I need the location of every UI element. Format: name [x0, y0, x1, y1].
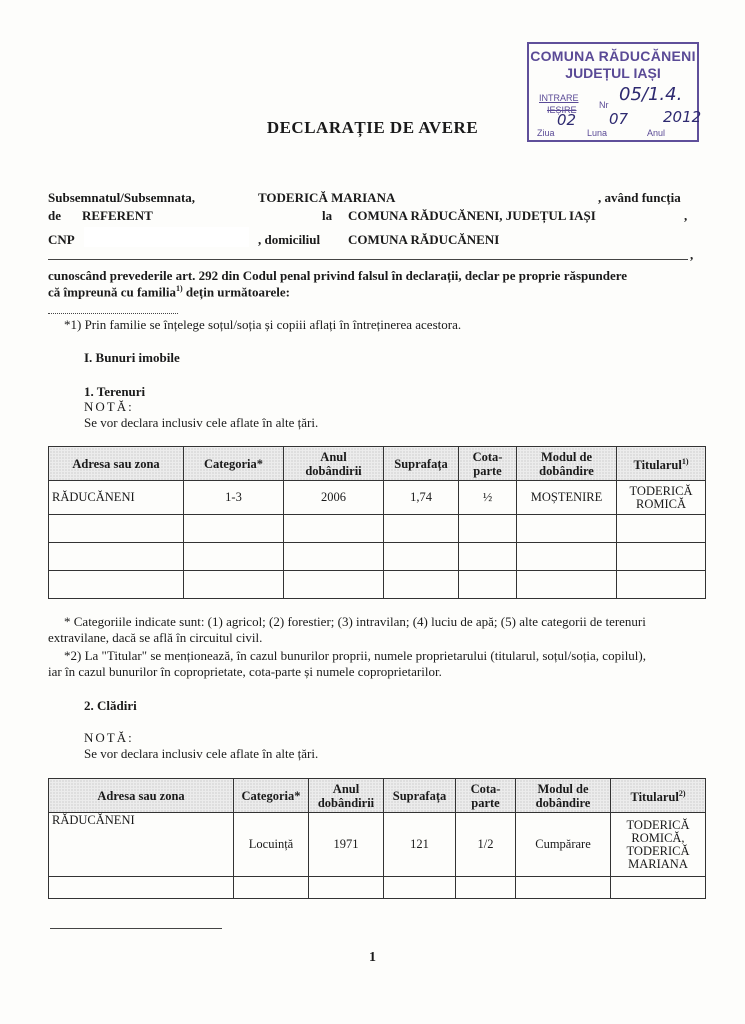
table-header-row — [49, 779, 706, 813]
stamp-iesire-label: IEȘIRE — [547, 105, 577, 115]
col-titularul-sup: 2) — [678, 788, 686, 798]
col-anul — [309, 779, 384, 813]
cell-anul: 1971 — [309, 813, 384, 877]
col-modul — [516, 779, 611, 813]
table-row — [49, 481, 706, 515]
declarant-function: REFERENT — [82, 208, 153, 223]
cell-cota: ½ — [459, 481, 517, 515]
cell-titular-l2: ROMICĂ — [635, 496, 686, 511]
comma-2: , — [690, 247, 694, 262]
nota-label-2: NOTĂ: — [84, 730, 134, 745]
avand-functia-label: , având funcția — [598, 190, 681, 205]
cell-anul: 2006 — [284, 481, 384, 515]
titular-note-1: *2) La "Titular" se menționează, în cazul bunurilor proprii, numele proprietarului (titularul, soțul/soția, copilul), — [64, 648, 646, 663]
stamp-month-value: 07 — [609, 110, 629, 128]
col-suprafata: Suprafața — [384, 447, 459, 481]
cnp-redaction — [84, 227, 249, 247]
col-cota — [459, 447, 517, 481]
declarant-address: COMUNA RĂDUCĂNENI — [348, 232, 500, 247]
table-row-empty — [49, 877, 706, 899]
intro-footnote-ref: 1) — [175, 284, 183, 293]
comma-1: , — [684, 208, 688, 223]
cell-titular — [617, 481, 706, 515]
stamp-nr-value: 05/1.4. — [619, 84, 683, 105]
col-suprafata: Suprafața — [384, 779, 456, 813]
family-footnote: *1) Prin familie se înțelege soțul/soția și copiii aflați în întreținerea acestora. — [64, 317, 462, 332]
col-modul — [517, 447, 617, 481]
cell-cota: 1/2 — [456, 813, 516, 877]
col-modul-l1: Modul de — [540, 449, 593, 464]
col-cota-l2: parte — [473, 463, 502, 478]
stamp-day-value: 02 — [557, 111, 577, 129]
section-terenuri: 1. Terenuri — [84, 384, 146, 399]
cladiri-table — [48, 778, 706, 899]
col-cota-l1: Cota- — [472, 449, 503, 464]
col-cota — [456, 779, 516, 813]
table-row — [49, 813, 706, 877]
cell-adresa: RĂDUCĂNENI — [49, 813, 234, 877]
cell-titular — [611, 813, 706, 877]
domiciliul-label: , domiciliul — [258, 232, 321, 247]
col-anul — [284, 447, 384, 481]
cell-categoria: 1-3 — [184, 481, 284, 515]
col-titularul-sup: 1) — [681, 456, 689, 466]
intro-line-2-a: că împreună cu familia — [48, 284, 176, 300]
cell-adresa: RĂDUCĂNENI — [49, 481, 184, 515]
cell-suprafata: 121 — [384, 813, 456, 877]
cell-titular-l1: TODERICĂ — [626, 817, 690, 832]
intro-line-2-b: dețin următoarele: — [182, 284, 290, 300]
cnp-label: CNP — [48, 232, 75, 247]
col-adresa: Adresa sau zona — [49, 779, 234, 813]
col-modul-l1: Modul de — [537, 781, 589, 796]
footnote-rule — [50, 928, 222, 929]
categories-note-1: * Categoriile indicate sunt: (1) agricol; (2) forestier; (3) intravilan; (4) luciu de apă; (5) alte categorii de terenuri — [64, 614, 646, 629]
intro-line-2 — [48, 284, 290, 300]
table-row-empty — [49, 571, 706, 599]
stamp-intrare-label: INTRARE — [539, 93, 579, 103]
table-row-empty — [49, 543, 706, 571]
cell-titular-l2: ROMICĂ, — [631, 830, 685, 845]
nota-text-1: Se vor declara inclusiv cele aflate în alte țări. — [84, 415, 319, 430]
intro-line-1: cunoscând prevederile art. 292 din Codul penal privind falsul în declarații, declar pe proprie răspundere — [48, 268, 628, 283]
col-cota-l2: parte — [471, 795, 500, 810]
col-modul-l2: dobândire — [535, 795, 591, 810]
address-underline — [48, 259, 688, 260]
cell-suprafata: 1,74 — [384, 481, 459, 515]
stamp-year-value: 2012 — [663, 108, 702, 126]
nota-label-1: NOTĂ: — [84, 399, 134, 414]
col-categoria: Categoria* — [184, 447, 284, 481]
col-anul-l2: dobândirii — [317, 795, 375, 810]
cell-modul: Cumpărare — [516, 813, 611, 877]
subsemnatul-label: Subsemnatul/Subsemnata, — [48, 190, 196, 205]
cell-titular-l1: TODERICĂ — [629, 483, 693, 498]
table-row-empty — [49, 515, 706, 543]
page-number: 1 — [369, 950, 376, 965]
col-titularul — [611, 779, 706, 813]
col-titularul — [617, 447, 706, 481]
col-cota-l1: Cota- — [470, 781, 501, 796]
table-header-row — [49, 447, 706, 481]
la-label: la — [322, 208, 333, 223]
stamp-commune: COMUNA RĂDUCĂNENI — [530, 48, 696, 64]
col-anul-l1: Anul — [320, 449, 347, 464]
section-cladiri: 2. Clădiri — [84, 698, 137, 713]
categories-note-2: extravilane, dacă se află în circuitul civil. — [48, 630, 263, 645]
stamp-nr-label: Nr — [599, 100, 609, 110]
document-title: DECLARAȚIE DE AVERE — [266, 118, 479, 137]
de-label: de — [48, 208, 61, 223]
declarant-name: TODERICĂ MARIANA — [258, 190, 396, 205]
col-anul-l2: dobândirii — [305, 463, 362, 478]
stamp-county: JUDEȚUL IAȘI — [565, 65, 661, 81]
stamp-anul-label: Anul — [647, 128, 666, 138]
cell-titular-l4: MARIANA — [628, 856, 688, 871]
nota-text-2: Se vor declara inclusiv cele aflate în alte țări. — [84, 746, 319, 761]
cell-titular-l3: TODERICĂ — [626, 843, 690, 858]
stamp-ziua-label: Ziua — [537, 128, 555, 138]
dotted-separator — [48, 313, 178, 314]
col-modul-l2: dobândire — [539, 463, 594, 478]
declarant-institution: COMUNA RĂDUCĂNENI, JUDEȚUL IAȘI — [348, 208, 596, 223]
cell-modul: MOȘTENIRE — [517, 481, 617, 515]
stamp-luna-label: Luna — [587, 128, 608, 138]
col-anul-l1: Anul — [332, 781, 360, 796]
col-categoria: Categoria* — [234, 779, 309, 813]
col-adresa: Adresa sau zona — [49, 447, 184, 481]
titular-note-2: iar în cazul bunurilor în coproprietate, cota-parte și numele coproprietarilor. — [48, 664, 442, 679]
section-bunuri-imobile: I. Bunuri imobile — [84, 350, 180, 365]
col-titularul-text: Titularul — [630, 790, 679, 805]
terenuri-table — [48, 446, 706, 599]
col-titularul-text: Titularul — [633, 458, 682, 473]
cell-categoria: Locuință — [234, 813, 309, 877]
